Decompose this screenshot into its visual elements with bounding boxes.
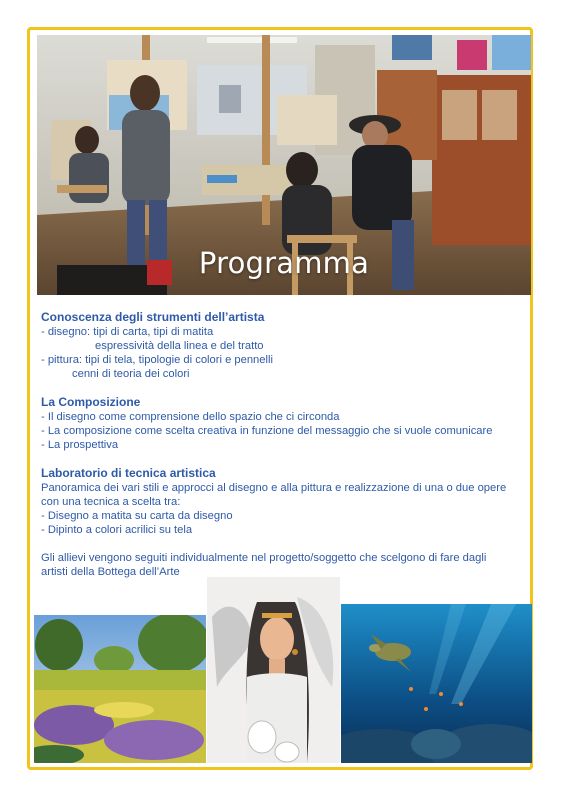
list-item: - Dipinto a colori acrilici su tela <box>41 524 193 536</box>
page-title: Programma <box>198 246 370 280</box>
list-item: - La prospettiva <box>41 439 119 451</box>
program-content <box>41 310 521 593</box>
paragraph-line: con una tecnica a scelta tra: <box>41 496 181 508</box>
list-item: - disegno: tipi di carta, tipi di matita <box>41 326 214 338</box>
section-heading: La Composizione <box>41 395 141 409</box>
section-lab <box>41 466 521 537</box>
pencil-portrait-drawing <box>207 577 340 763</box>
hero-photo <box>37 35 531 295</box>
list-item: - Il disegno come comprensione dello spazio che ci circonda <box>41 411 340 423</box>
section-composition <box>41 395 521 452</box>
list-item: - La composizione come scelta creativa in funzione del messaggio che si vuole comunicare <box>41 425 493 437</box>
paragraph-line: Gli allievi vengono seguiti individualmente nel progetto/soggetto che scelgono di fare dagli <box>41 552 487 564</box>
paragraph-line: Panoramica dei vari stili e approcci al disegno e alla pittura e realizzazione di una o due opere <box>41 482 507 494</box>
list-item: cenni di teoria dei colori <box>72 368 190 380</box>
section-note <box>41 551 521 579</box>
landscape-painting <box>34 615 206 763</box>
list-item: - pittura: tipi di tela, tipologie di colori e pennelli <box>41 354 273 366</box>
section-tools <box>41 310 521 381</box>
section-heading: Conoscenza degli strumenti dell’artista <box>41 310 265 324</box>
section-heading: Laboratorio di tecnica artistica <box>41 466 216 480</box>
list-item: - Disegno a matita su carta da disegno <box>41 510 233 522</box>
list-item: espressività della linea e del tratto <box>95 340 264 352</box>
paragraph-line: artisti della Bottega dell’Arte <box>41 566 180 578</box>
underwater-painting <box>341 604 532 763</box>
